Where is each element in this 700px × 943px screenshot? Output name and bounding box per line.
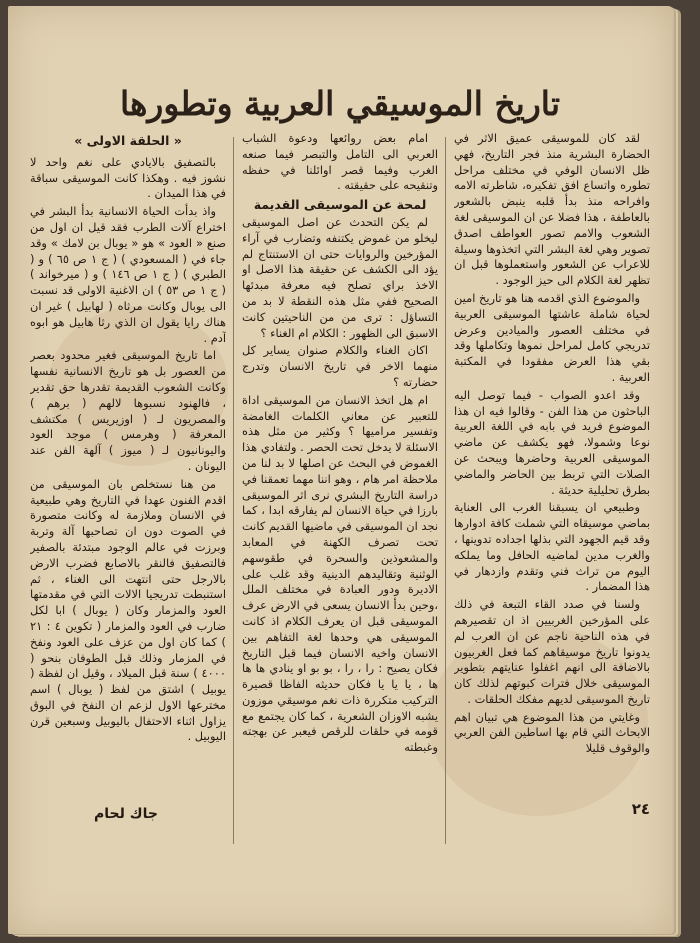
paragraph: وقد اعدو الصواب - فيما توصل اليه الباحثون من هذا الفن - وقالوا فيه ان هذا الموضوع فريد في بابه في اللغة العربية نوعا وشمولا، فهو يكشف عن ماضي الموسيقى العربية وحاضرها ويبحث عن الصلات التي تربط بين الحاضر والماضي بطرق تحليلية حديثة .	[454, 387, 650, 497]
column-middle	[242, 131, 438, 864]
column-divider	[233, 137, 234, 844]
paragraph: وطبيعي ان يسبقنا الغرب الى العناية بماضي موسيقاه التي شملت كافة ادوارها وقد قيم الجهود التي بذلها اجداده تدوينها ، والغرب مدين لماضيه الحافل وما يملكه اليوم من تراث فني وتقدم وازدهار في هذا المضمار .	[454, 500, 650, 594]
magazine-page	[8, 6, 672, 934]
paragraph: لقد كان للموسيقى عميق الاثر في الحضارة البشرية منذ فجر التاريخ، فهي ظل الانسان الوفي في مختلف مراحل تطوره واتساع افق تفكيره، شاطرته الامه وافراحه منذ بدأ قلبه ينبض بالشعور بالعاطفة ، هذا فضلا عن ان الموسيقى لغة الشعوب والامم تصور العواطف اصدق تصوير وهي لغة البشر التي اتخذوها وسيلة للاعراب عن الشعور واستعملوها قبل ان تظهر لغة الكلام الى حيز الوجود .	[454, 131, 650, 288]
paragraph: اما تاريخ الموسيقى فغير محدود بعصر من العصور بل هو تاريخ الانسانية نفسها وكانت الشعوب القديمة تقدرها حق تقدير ، فالهنود نسبوها لالهم ( برهم ) والمصريون لـ ( اوزيريس ) مكتشف المعرفة ( وهرمس ) موجد العود واليونانيون لـ ( ميوز ) آلهة الفن عند اليونان .	[30, 348, 226, 473]
paragraph: وغايتي من هذا الموضوع هي تبيان اهم الابحاث التي قام بها اساطين الفن العربي والوقوف قليلا	[454, 709, 650, 756]
paragraph: اكان الغناء والكلام صنوان يساير كل منهما الاخر في تاريخ الانسان وتدرج حضارته ؟	[242, 343, 438, 389]
article-columns	[30, 131, 650, 864]
column-right	[454, 131, 650, 864]
column-divider	[445, 137, 446, 844]
author-signature: جاك لحام	[94, 806, 158, 822]
paragraph: واذ بدأت الحياة الانسانية بدأ البشر في اختراع آلات الطرب فقد قيل ان اول من صنع « العود » هو « يوبال بن لامك » وقد جاء في ( المسعودي ) ( ج ١ ص ٦٥ ) و ( الطبري ) ( ج ١ ص ١٤٦ ) و ( ميرخواند ) ( ج ١ ص ٥٣ ) ان الاغنية الاولى قد نسبت الى يوبال وكانت مرثاه ( لهابيل ) غير ان هناك رايا يقول ان الذي رثا هابيل هو ابوه آدم .	[30, 204, 226, 345]
paragraph: لم يكن التحدث عن اصل الموسيقى ليخلو من غموض يكتنفه وتضارب في آراء المؤرخين والروايات حتى ان الاستنتاج لم يؤد الى الكشف عن حقيقة هذا الاصل او الاخذ براي تصلح فيه معرفة مبدئها الصحيح ففي مثل هذه النقطة لا بد من التساؤل : ترى من من الناحيتين كانت الاسبق الى الظهور : الكلام ام الغناء ؟	[242, 214, 438, 340]
paragraph: ولسنا في صدد القاء التبعة في ذلك على المؤرخين الغربيين اذ ان تقصيرهم في هذه الناحية ناجم عن ان العرب لم يدونوا تاريخ موسيقاهم كما فعل الغربيون بالاضافة الى انهم اغفلوا عنايتهم بتطوير الموسيقى خلال فترات كبوتهم لذلك كان تاريخ الموسيقى لديهم مفكك الحلقات .	[454, 597, 650, 706]
episode-label: « الحلقة الاولى »	[74, 133, 182, 148]
page-number: ٢٤	[631, 800, 650, 818]
paragraph: ام هل اتخذ الانسان من الموسيقى اداة للتعبير عن معاني الكلمات الغامضة وتفسير مراميها ؟ وكثير من مثل هذه الاسئلة لا يدخل تحت الحصر . ولتفادي هذا الغموض في البحث عن اصلها لا بد لنا من ملاحظة امر هام ، وهو اننا مهما تعمقنا في دراسة التاريخ البشري نرى اثر الموسيقى بارزا في حياة الانسان لم يفارقه ابدا ، كما نجد ان الموسيقى في ماضيها القديم كانت تحت تصرف الكهنة في المعابد والمشعوذين والسحرة في طقوسهم الوثنية وتقاليدهم الدينية وقد غلب على الاديرة ودور العبادة في مختلف الملل ،وحين بدأ الانسان يسعى في الارض عرف الموسيقى قبل ان يعرف الكلام اذ كانت الموسيقى هي وحدها لغة التفاهم بين الانسان واخيه الانسان فيما قبل التاريخ فكان يصيح : را ، را ، بو بو او ينادي ها ها ها ، يا يا يا فكان حديثه الفاظا قصيرة التركيب متكررة ذات نغم موسيقي موزون يشبه الاوزان الشعرية ، كما كان يجتمع مع قومه في حلقات للرقص فيعبر عن بهجته وغبطته	[242, 392, 438, 755]
section-subheading: لمحة عن الموسيقى القديمة	[253, 197, 427, 213]
paragraph: من هنا نستخلص بان الموسيقى من اقدم الفنون عهدا في التاريخ وهي طبيعية في الانسان وملازمة له وكانت متصورة في الصوت دون ان تصاحبها آلة وتربة وبرزت في عالم الوجود مبتدئة بالصفير فالتصفيق فالنقر بالاصابع فضرب الارض بالارجل حتى انتهت الى الغناء ، ثم استنبطت تدريجيا الالات التي في مقدمتها العود والمزمار وكان ( يوبال ) ابا لكل ضارب في العود والمزمار ( تكوين ٤ : ٢١ ) كما كان اول من عزف على العود ونفخ في المزمار وذلك قبل الطوفان بنحو ( ٤٠٠٠ ) سنة قبل الميلاد ، وقيل ان لفظة ( يوبيل ) اشتق من لفظ ( يوبال ) اسم مخترعها الاول لزعم ان النفخ في البوق يزاول اثناء الاحتفال باليوبيل وسبعين قرن اليوبيل .	[30, 476, 226, 744]
paragraph: بالتصفيق بالايادي على نغم واحد لا نشوز فيه . وهكذا كانت الموسيقى سباقة في هذا الميدان .	[30, 154, 226, 201]
paragraph: والموضوع الذي اقدمه هنا هو تاريخ امين لحياة شاملة عاشتها الموسيقى العربية في مختلف العصور والميادين وعرض تدريجي كامل لمراحل نموها وتكاملها وقد بقي هذا العرض مفقودا في المكتبة العربية .	[454, 290, 650, 384]
paragraph: امام بعض روائعها ودعوة الشباب العربي الى التامل والتبصر فيما صنعه الغرب وفيما قصر اوائلنا في حفظه وتنقيحه على حقيقته .	[242, 131, 438, 193]
column-left	[30, 131, 226, 864]
article-title: تاريخ الموسيقي العربية وتطورها	[119, 84, 561, 123]
